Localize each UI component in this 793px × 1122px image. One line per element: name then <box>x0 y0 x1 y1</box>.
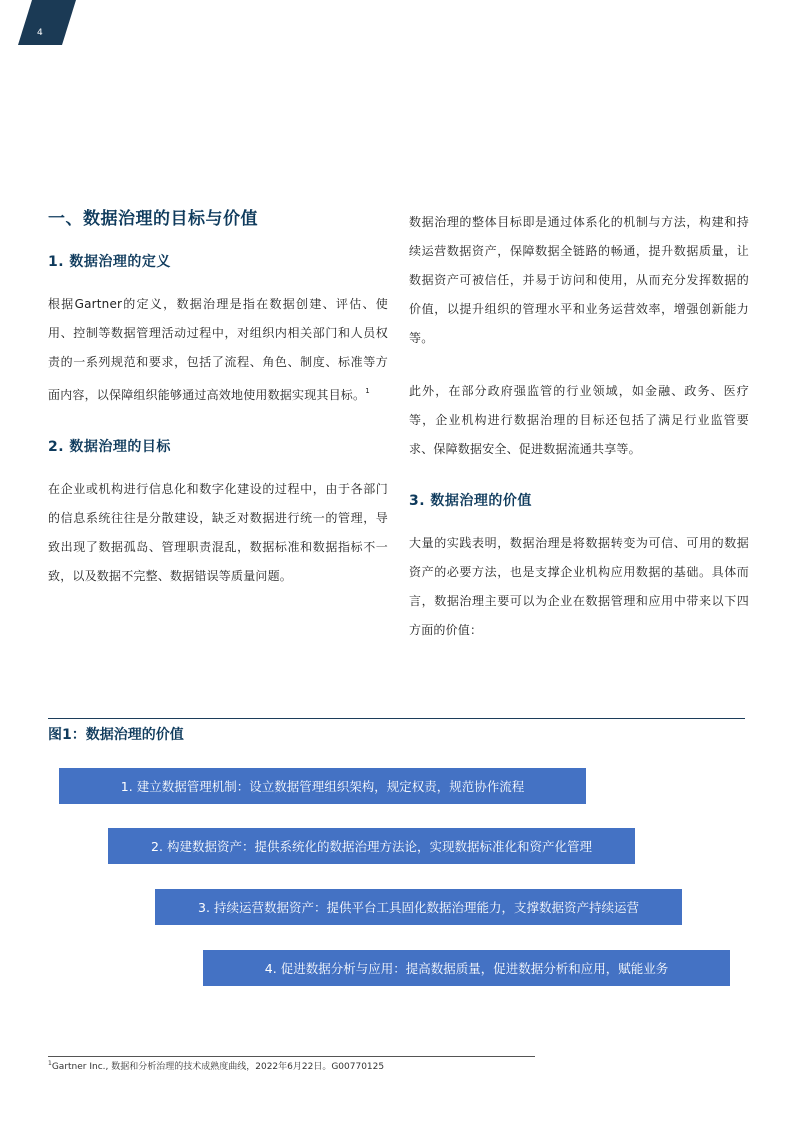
definition-heading: 1. 数据治理的定义 <box>48 254 171 270</box>
value-heading: 3. 数据治理的价值 <box>409 493 532 509</box>
definition-text: 根据Gartner的定义，数据治理是指在数据创建、评估、使用、控制等数据管理活动过程中，对组织内相关部门和人员权责的一系列规范和要求，包括了流程、角色、制度、标准等方面内容，以保障组织能够通过高效地使用数据实现其目标。 <box>48 297 388 402</box>
page-number: 4 <box>37 28 43 38</box>
footnote-ref[interactable]: 1 <box>365 387 370 395</box>
footnote <box>48 1059 384 1072</box>
goal-paragraph-continued: 数据治理的整体目标即是通过体系化的机制与方法，构建和持续运营数据资产，保障数据全链路的畅通，提升数据质量，让数据资产可被信任，并易于访问和使用，从而充分发挥数据的价值，以提升组织的管理水平和业务运营效率，增强创新能力等。 <box>409 215 749 345</box>
footnote-marker: 1 <box>48 1060 52 1067</box>
figure-title: 图1：数据治理的价值 <box>48 727 184 743</box>
section-title: 一、数据治理的目标与价值 <box>48 209 258 229</box>
footnote-divider <box>48 1056 535 1057</box>
value-bar-3: 3. 持续运营数据资产：提供平台工具固化数据治理能力，支撑数据资产持续运营 <box>155 889 682 925</box>
figure-divider <box>48 718 745 719</box>
value-bar-2: 2. 构建数据资产：提供系统化的数据治理方法论，实现数据标准化和资产化管理 <box>108 828 635 864</box>
regulation-paragraph: 此外，在部分政府强监管的行业领域，如金融、政务、医疗等，企业机构进行数据治理的目标还包括了满足行业监管要求、保障数据安全、促进数据流通共享等。 <box>409 384 749 456</box>
value-bar-1: 1. 建立数据管理机制：设立数据管理组织架构，规定权责，规范协作流程 <box>59 768 586 804</box>
goal-paragraph: 在企业或机构进行信息化和数字化建设的过程中，由于各部门的信息系统往往是分散建设，缺乏对数据进行统一的管理，导致出现了数据孤岛、管理职责混乱，数据标准和数据指标不一致，以及数据不完整、数据错误等质量问题。 <box>48 482 388 583</box>
left-column <box>48 200 388 591</box>
value-bar-4: 4. 促进数据分析与应用：提高数据质量，促进数据分析和应用，赋能业务 <box>203 950 730 986</box>
value-paragraph: 大量的实践表明，数据治理是将数据转变为可信、可用的数据资产的必要方法，也是支撑企业机构应用数据的基础。具体而言，数据治理主要可以为企业在数据管理和应用中带来以下四方面的价值： <box>409 536 749 637</box>
right-column <box>409 208 749 645</box>
definition-paragraph <box>48 290 388 410</box>
footnote-text: Gartner Inc., 数据和分析治理的技术成熟度曲线，2022年6月22日。G00770125 <box>51 1062 385 1072</box>
page-number-tab <box>18 0 76 45</box>
goal-heading: 2. 数据治理的目标 <box>48 439 171 455</box>
